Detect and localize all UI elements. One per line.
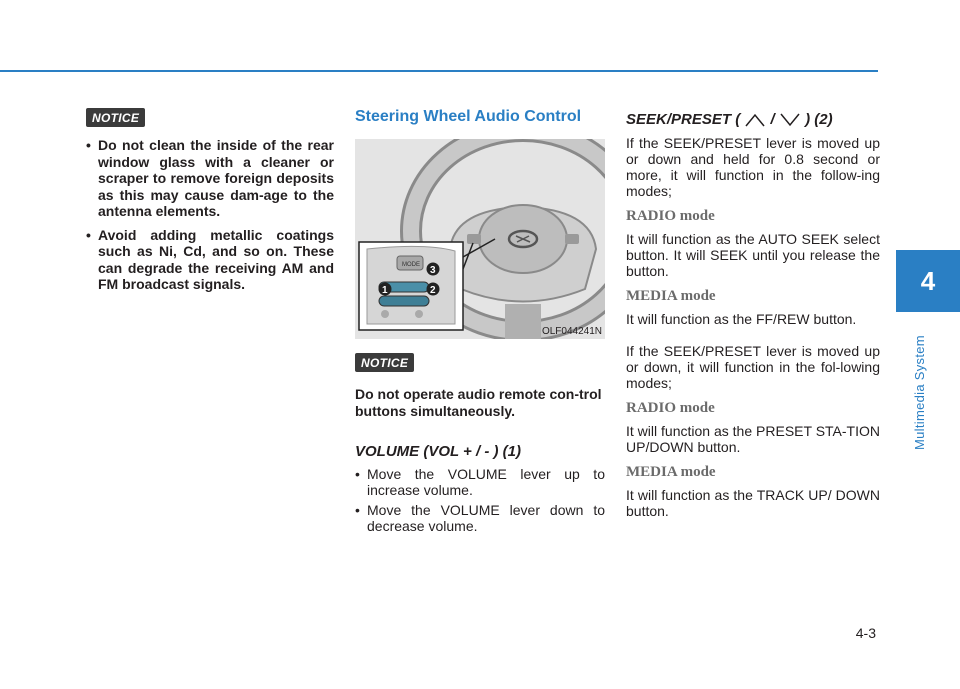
notice-bullet: • Do not clean the inside of the rear window glass with a cleaner or scraper to remove foreign deposits as this may cause dam-age to the antenna elements. (86, 137, 334, 220)
seek-title-prefix: SEEK/PRESET ( (626, 111, 741, 128)
header-rule (0, 70, 878, 72)
chapter-label: Multimedia System (912, 335, 927, 450)
radio-mode-text: It will function as the PRESET STA-TION UP/DOWN button. (626, 423, 880, 455)
media-mode-text: It will function as the TRACK UP/ DOWN button. (626, 487, 880, 519)
callout-1: 1 (382, 285, 388, 296)
seek-hold-paragraph: If the SEEK/PRESET lever is moved up or down and held for 0.8 second or more, it will function in the follow-ing modes; (626, 135, 880, 199)
chapter-tab (896, 250, 960, 312)
chevron-up-icon (744, 113, 766, 127)
chapter-number: 4 (920, 265, 936, 296)
media-mode-title: MEDIA mode (626, 288, 716, 304)
column-left (86, 108, 334, 300)
seek-preset-title (626, 111, 880, 128)
seek-title-sep: / (770, 111, 775, 128)
steering-wheel-figure (355, 139, 605, 339)
callout-2: 2 (430, 285, 436, 296)
callout-3: 3 (430, 265, 436, 276)
radio-mode-title: RADIO mode (626, 208, 715, 224)
volume-bullet: • Move the VOLUME lever up to increase volume. (355, 466, 605, 498)
notice-bullet-list (86, 137, 334, 293)
column-middle (355, 108, 605, 541)
page-number: 4-3 (855, 625, 876, 641)
notice-text: Do not operate audio remote con-trol buttons simultaneously. (355, 386, 602, 419)
column-right (626, 108, 880, 519)
notice-badge: NOTICE (355, 353, 414, 372)
media-mode-title: MEDIA mode (626, 464, 716, 480)
radio-mode-title: RADIO mode (626, 400, 715, 416)
volume-bullet-list (355, 466, 605, 534)
section-title: Steering Wheel Audio Control (355, 108, 582, 125)
volume-bullet: • Move the VOLUME lever down to decrease volume. (355, 502, 605, 534)
notice-bullet: • Avoid adding metallic coatings such as Ni, Cd, and so on. These can degrade the receiving AM and FM broadcast signals. (86, 227, 334, 293)
radio-mode-text: It will function as the AUTO SEEK select button. It will SEEK until you release the button. (626, 231, 880, 279)
steering-wheel-illustration (355, 139, 605, 339)
notice-badge: NOTICE (86, 108, 145, 127)
seek-press-paragraph: If the SEEK/PRESET lever is moved up or down, it will function in the fol-lowing modes; (626, 343, 880, 391)
mode-button-label: MODE (402, 262, 420, 268)
figure-code: OLF044241N (541, 326, 602, 337)
media-mode-text: It will function as the FF/REW button. (626, 311, 857, 327)
seek-title-suffix: ) (2) (805, 111, 833, 128)
chevron-down-icon (779, 113, 801, 127)
volume-title: VOLUME (VOL + / - ) (1) (355, 443, 521, 460)
